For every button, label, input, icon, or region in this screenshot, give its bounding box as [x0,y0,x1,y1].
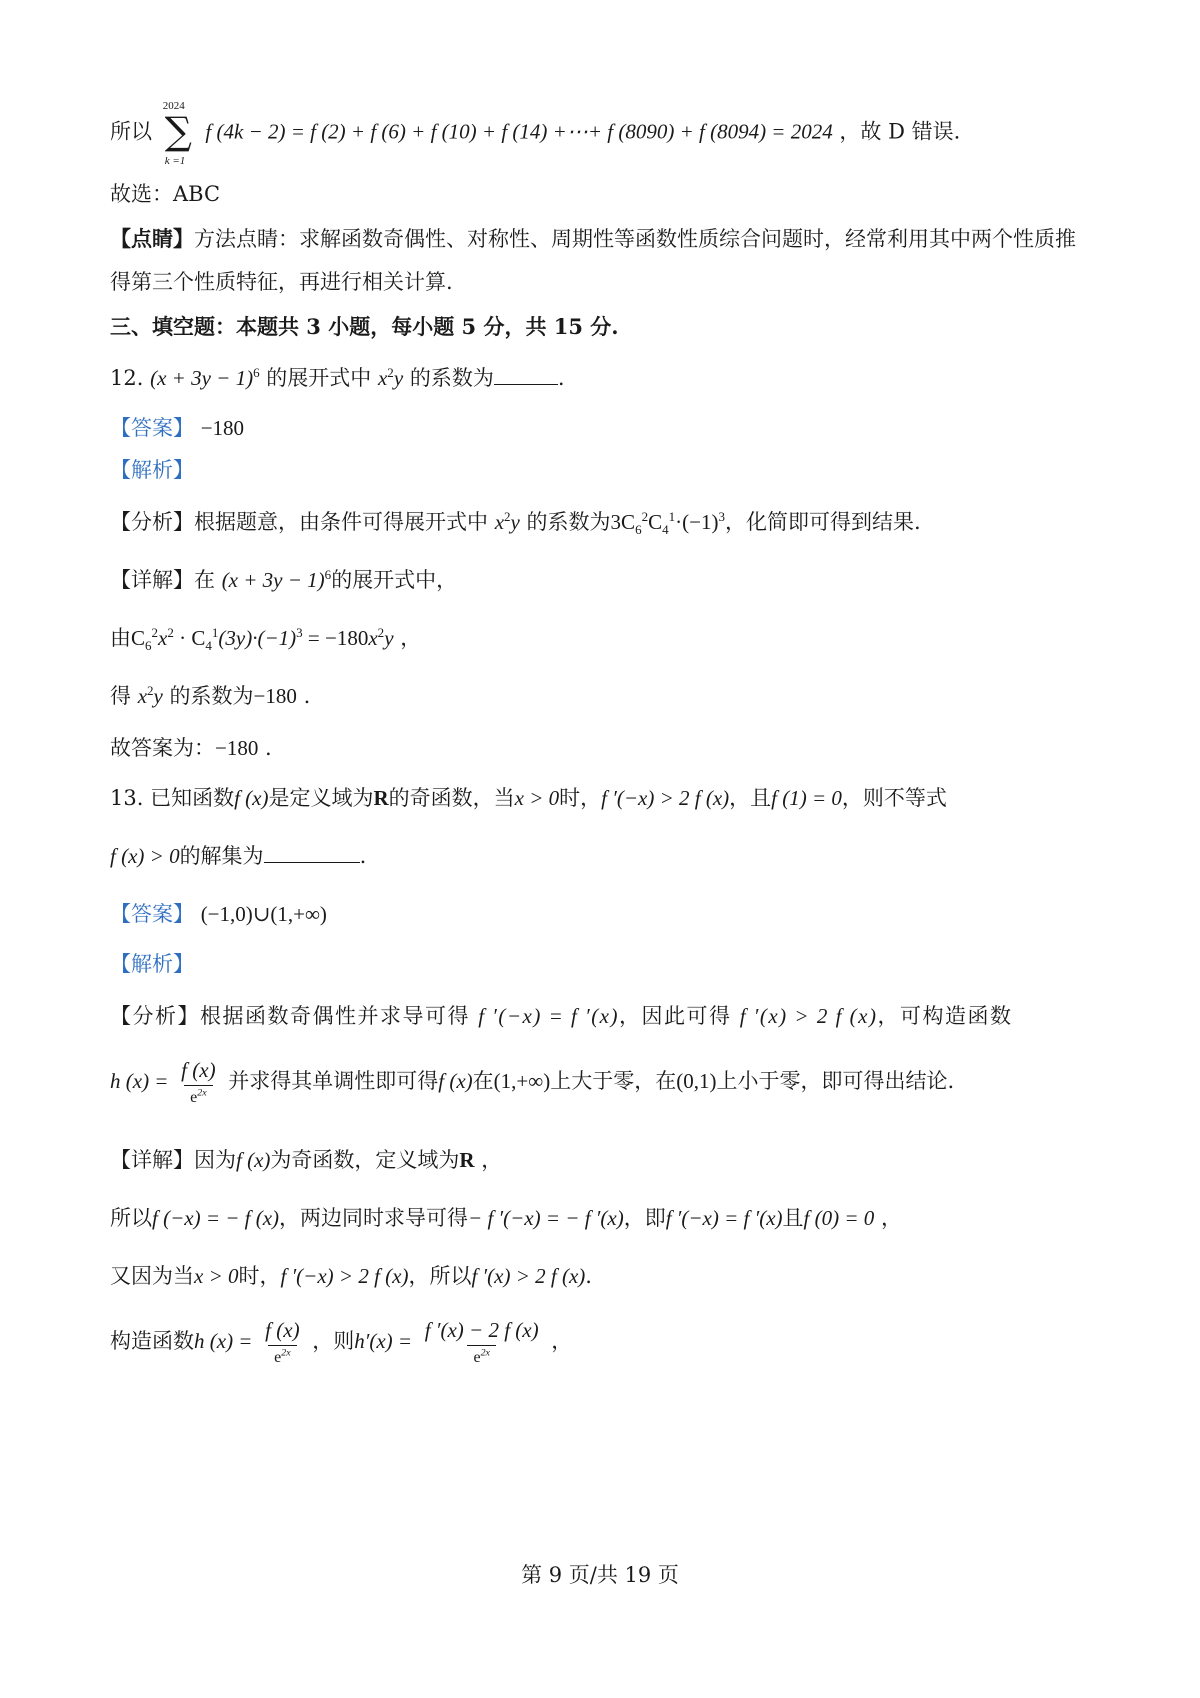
question-13-line2: f (x) > 0的解集为 . [110,844,367,868]
fraction: $\frac{f '(x) - 2 f (x)}{e^{2x}}$ [424,1318,539,1367]
detail-12-step: 由$C_6^2x^2 \cdot C_4^1(3y)\cdot(-1)^3 = -180x^2y$ ， [110,625,422,654]
page-footer: 第 9 页/共 19 页 [521,1563,679,1587]
analysis-12-heading: 【解析】 [110,458,194,482]
answer-13: 【答案】 (−1,0)∪(1,+∞) [110,902,327,926]
detail-13-step2: 又因为当x > 0时，f ′(−x) > 2 f (x)，所以f ′(x) > 2 f (x). [110,1264,592,1288]
analysis-13-heading: 【解析】 [110,952,194,976]
tip-line-2: 得第三个性质特征，再进行相关计算. [110,270,453,294]
question-12: 12. $(x + 3y - 1)^6$ 的展开式中 $x^2y$ 的系数为 . [110,365,565,390]
answer-blank [264,844,360,863]
tip-line: 【点睛】方法点睛：求解函数奇偶性、对称性、周期性等函数性质综合问题时，经常利用其中两个性质推 [110,226,1076,251]
detail-12-result: 得 $x^2y$ 的系数为−180 . [110,683,311,708]
analysis-12: 【分析】根据题意，由条件可得展开式中 $x^2y$ 的系数为$3C_6^2C_4^1\cdot(-1)^3$，化简即可得到结果. [110,509,921,538]
answer-12: 【答案】 −180 [110,416,245,440]
detail-12: 【详解】在 $(x + 3y - 1)^6$的展开式中， [110,567,458,592]
detail-13-step1: 所以f (−x) = − f (x)，两边同时求导可得− f ′(−x) = − f ′(x)，即f ′(−x) = f ′(x)且f (0) = 0 ， [110,1206,902,1230]
final-answer-12: 故答案为：−180 . [110,736,272,760]
fraction: $\frac{f (x)}{e^{2x}}$ [181,1058,216,1107]
fraction: $\frac{f (x)}{e^{2x}}$ [265,1318,300,1367]
detail-13: 【详解】因为f (x)为奇函数，定义域为R ， [110,1148,503,1172]
question-13: 13. 已知函数f (x)是定义域为R的奇函数，当x > 0时，f ′(−x) > 2 f (x)，且f (1) = 0，则不等式 [110,786,947,810]
sum-line: 所以 2024 ∑ k =1 f (4k − 2) = f (2) + f (6) + f (10) + f (14) +⋯+ f (8090) + f (8094) = 2024 ，故 D 错误. [110,100,961,167]
detail-13-step3: 构造函数h (x) = $\frac{f (x)}{e^{2x}}$ ，则h′(x) = $\frac{f '(x) - 2 f (x)}{e^{2x}}$ ， [110,1318,573,1367]
answer-blank [494,366,558,385]
analysis-13-line2: h (x) = $\frac{f (x)}{e^{2x}}$ 并求得其单调性即可得f (x)在(1,+∞)上大于零，在(0,1)上小于零，即可得出结论. [110,1058,955,1107]
answer-choice-line: 故选：ABC [110,182,221,206]
section-heading: 三、填空题：本题共 3 小题，每小题 5 分，共 15 分. [110,314,619,339]
analysis-13: 【分析】根据函数奇偶性并求导可得 f ′(−x) = f ′(x)，因此可得 f ′(x) > 2 f (x)，可构造函数 [110,1004,1013,1028]
sum-symbol: 2024 ∑ k =1 [162,100,192,167]
